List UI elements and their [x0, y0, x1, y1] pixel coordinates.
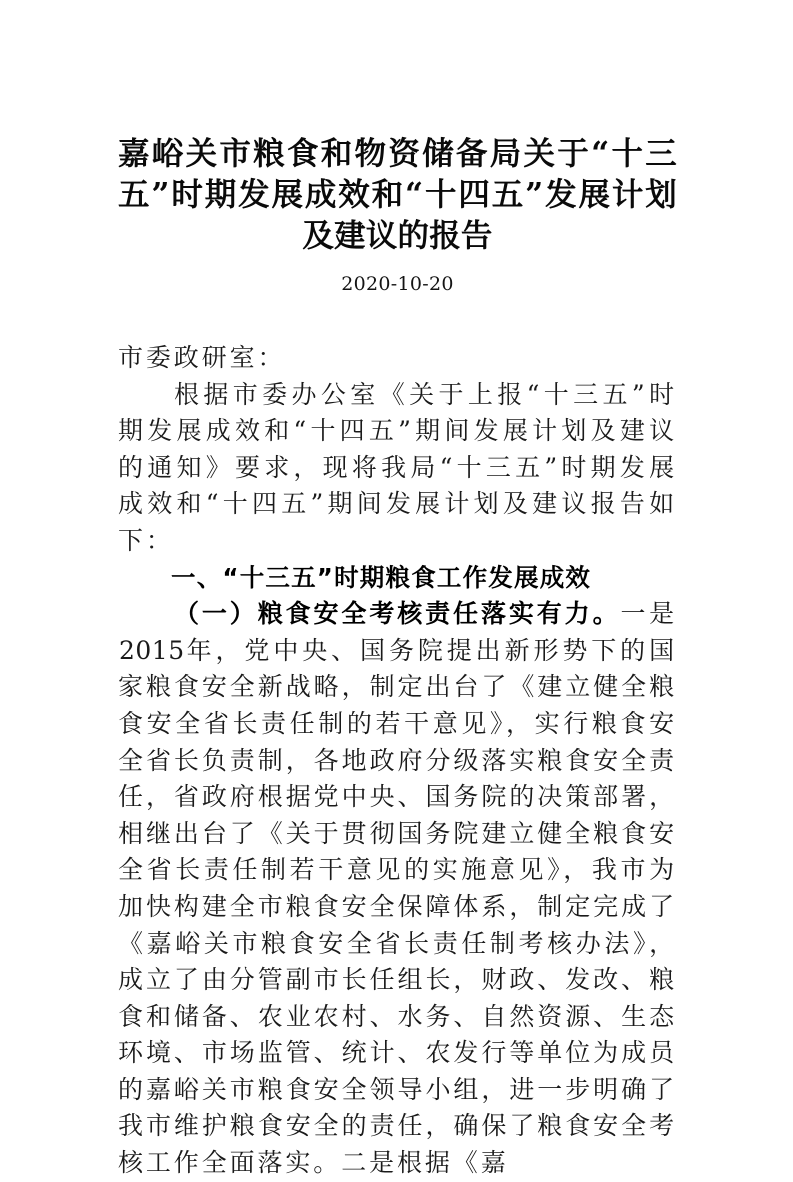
- document-body: [118, 297, 677, 1182]
- salutation-line: 市委政研室：: [118, 343, 286, 372]
- document-date: 2020-10-20: [341, 273, 454, 295]
- section-heading-one: 一、“十三五”时期粮食工作发展成效: [171, 562, 592, 592]
- document-title: 嘉峪关市粮食和物资储备局关于“十三五”时期发展成效和“十四五”发展计划及建议的报告: [118, 135, 677, 254]
- subsection-paragraph: [118, 596, 677, 1182]
- subsection-heading: （一）粮食安全考核责任落实有力。: [174, 599, 621, 629]
- subsection-body-part-two: 年，党中央、国务院提出新形势下的国家粮食安全新战略，制定出台了《建立健全粮食安全省长责任制的若干意见》，实行粮食安全省长负责制，各地政府分级落实粮食安全责任，省政府根据党中央、国务院的决策部署，相继出台了《关于贯彻国务院建立健全粮食安全省长责任制若干意见的实施意见》，我市为加快构建全市粮食安全保障体系，制定完成了《嘉峪关市粮食安全省长责任制考核办法》，成立了由分管副市长任组长，财政、发改、粮食和储备、农业农村、水务、自然资源、生态环境、市场监管、统计、农发行等单位为成员的嘉峪关市粮食安全领导小组，进一步明确了我市维护粮食安全的责任，确保了粮食安全考核工作全面落实。二是根据《嘉: [118, 635, 677, 1178]
- intro-paragraph: 根据市委办公室《关于上报“十三五”时期发展成效和“十四五”期间发展计划及建议的通知》要求，现将我局“十三五”时期发展成效和“十四五”期间发展计划及建议报告如下：: [118, 379, 677, 555]
- year-value: 2015: [119, 635, 185, 665]
- page-content-column: [118, 0, 677, 1182]
- subsection-body-part-one: 一是: [620, 599, 677, 629]
